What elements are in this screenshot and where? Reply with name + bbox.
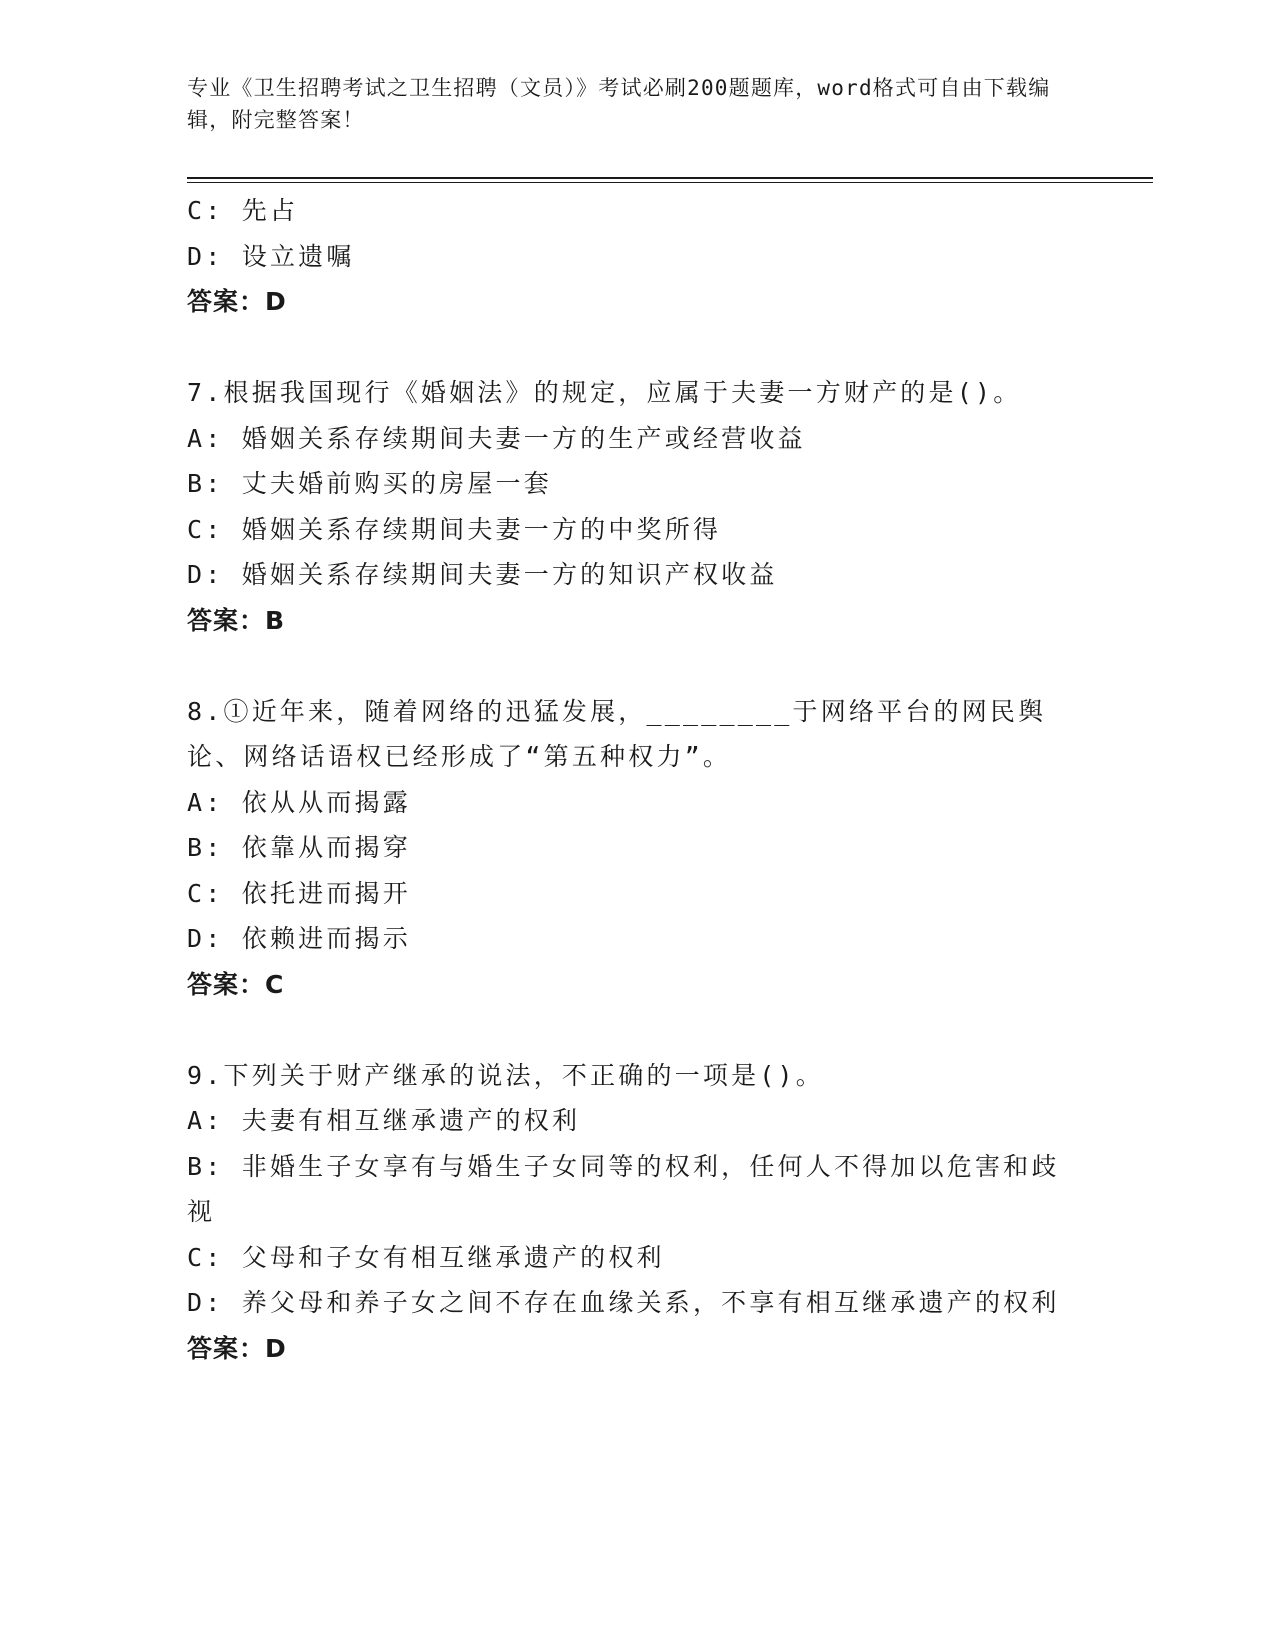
answer-line: 答案：B <box>187 605 286 635</box>
option-b: B: 非婚生子女享有与婚生子女同等的权利，任何人不得加以危害和歧视 <box>187 1151 1060 1226</box>
page-header: 专业《卫生招聘考试之卫生招聘（文员）》考试必刷200题题库，word格式可自由下载编辑，附完整答案！ <box>187 76 1051 132</box>
question-stem: 8.①近年来，随着网络的迅猛发展，________于网络平台的网民舆论、网络话语权已经形成了“第五种权力”。 <box>187 696 1047 771</box>
spacer <box>187 325 1087 371</box>
option-d: D: 依赖进而揭示 <box>187 924 411 953</box>
option-d: D: 婚姻关系存续期间夫妻一方的知识产权收益 <box>187 560 778 589</box>
question-stem: 7.根据我国现行《婚姻法》的规定，应属于夫妻一方财产的是()。 <box>187 378 1022 407</box>
option-c: C: 依托进而揭开 <box>187 878 411 908</box>
option-b: B: 丈夫婚前购买的房屋一套 <box>187 469 552 498</box>
option-d: D: 养父母和养子女之间不存在血缘关系，不享有相互继承遗产的权利 <box>187 1288 1060 1317</box>
option-c: C: 父母和子女有相互继承遗产的权利 <box>187 1242 665 1272</box>
answer-line: 答案：D <box>187 287 287 316</box>
option-a: A: 婚姻关系存续期间夫妻一方的生产或经营收益 <box>187 423 806 453</box>
option-d: D: 设立遗嘱 <box>187 241 355 271</box>
question-stem: 9.下列关于财产继承的说法，不正确的一项是()。 <box>187 1060 825 1090</box>
answer-line: 答案：C <box>187 969 285 999</box>
question-content <box>187 188 1087 1371</box>
option-a: A: 依从从而揭露 <box>187 787 411 817</box>
option-a: A: 夫妻有相互继承遗产的权利 <box>187 1106 581 1135</box>
option-c: C: 先占 <box>187 196 299 225</box>
option-b: B: 依靠从而揭穿 <box>187 833 411 862</box>
spacer <box>187 643 1087 689</box>
spacer <box>187 1007 1087 1053</box>
option-c: C: 婚姻关系存续期间夫妻一方的中奖所得 <box>187 514 722 544</box>
answer-line: 答案：D <box>187 1333 287 1363</box>
header-rule-thick <box>187 177 1153 179</box>
header-rule-thin <box>187 182 1153 183</box>
